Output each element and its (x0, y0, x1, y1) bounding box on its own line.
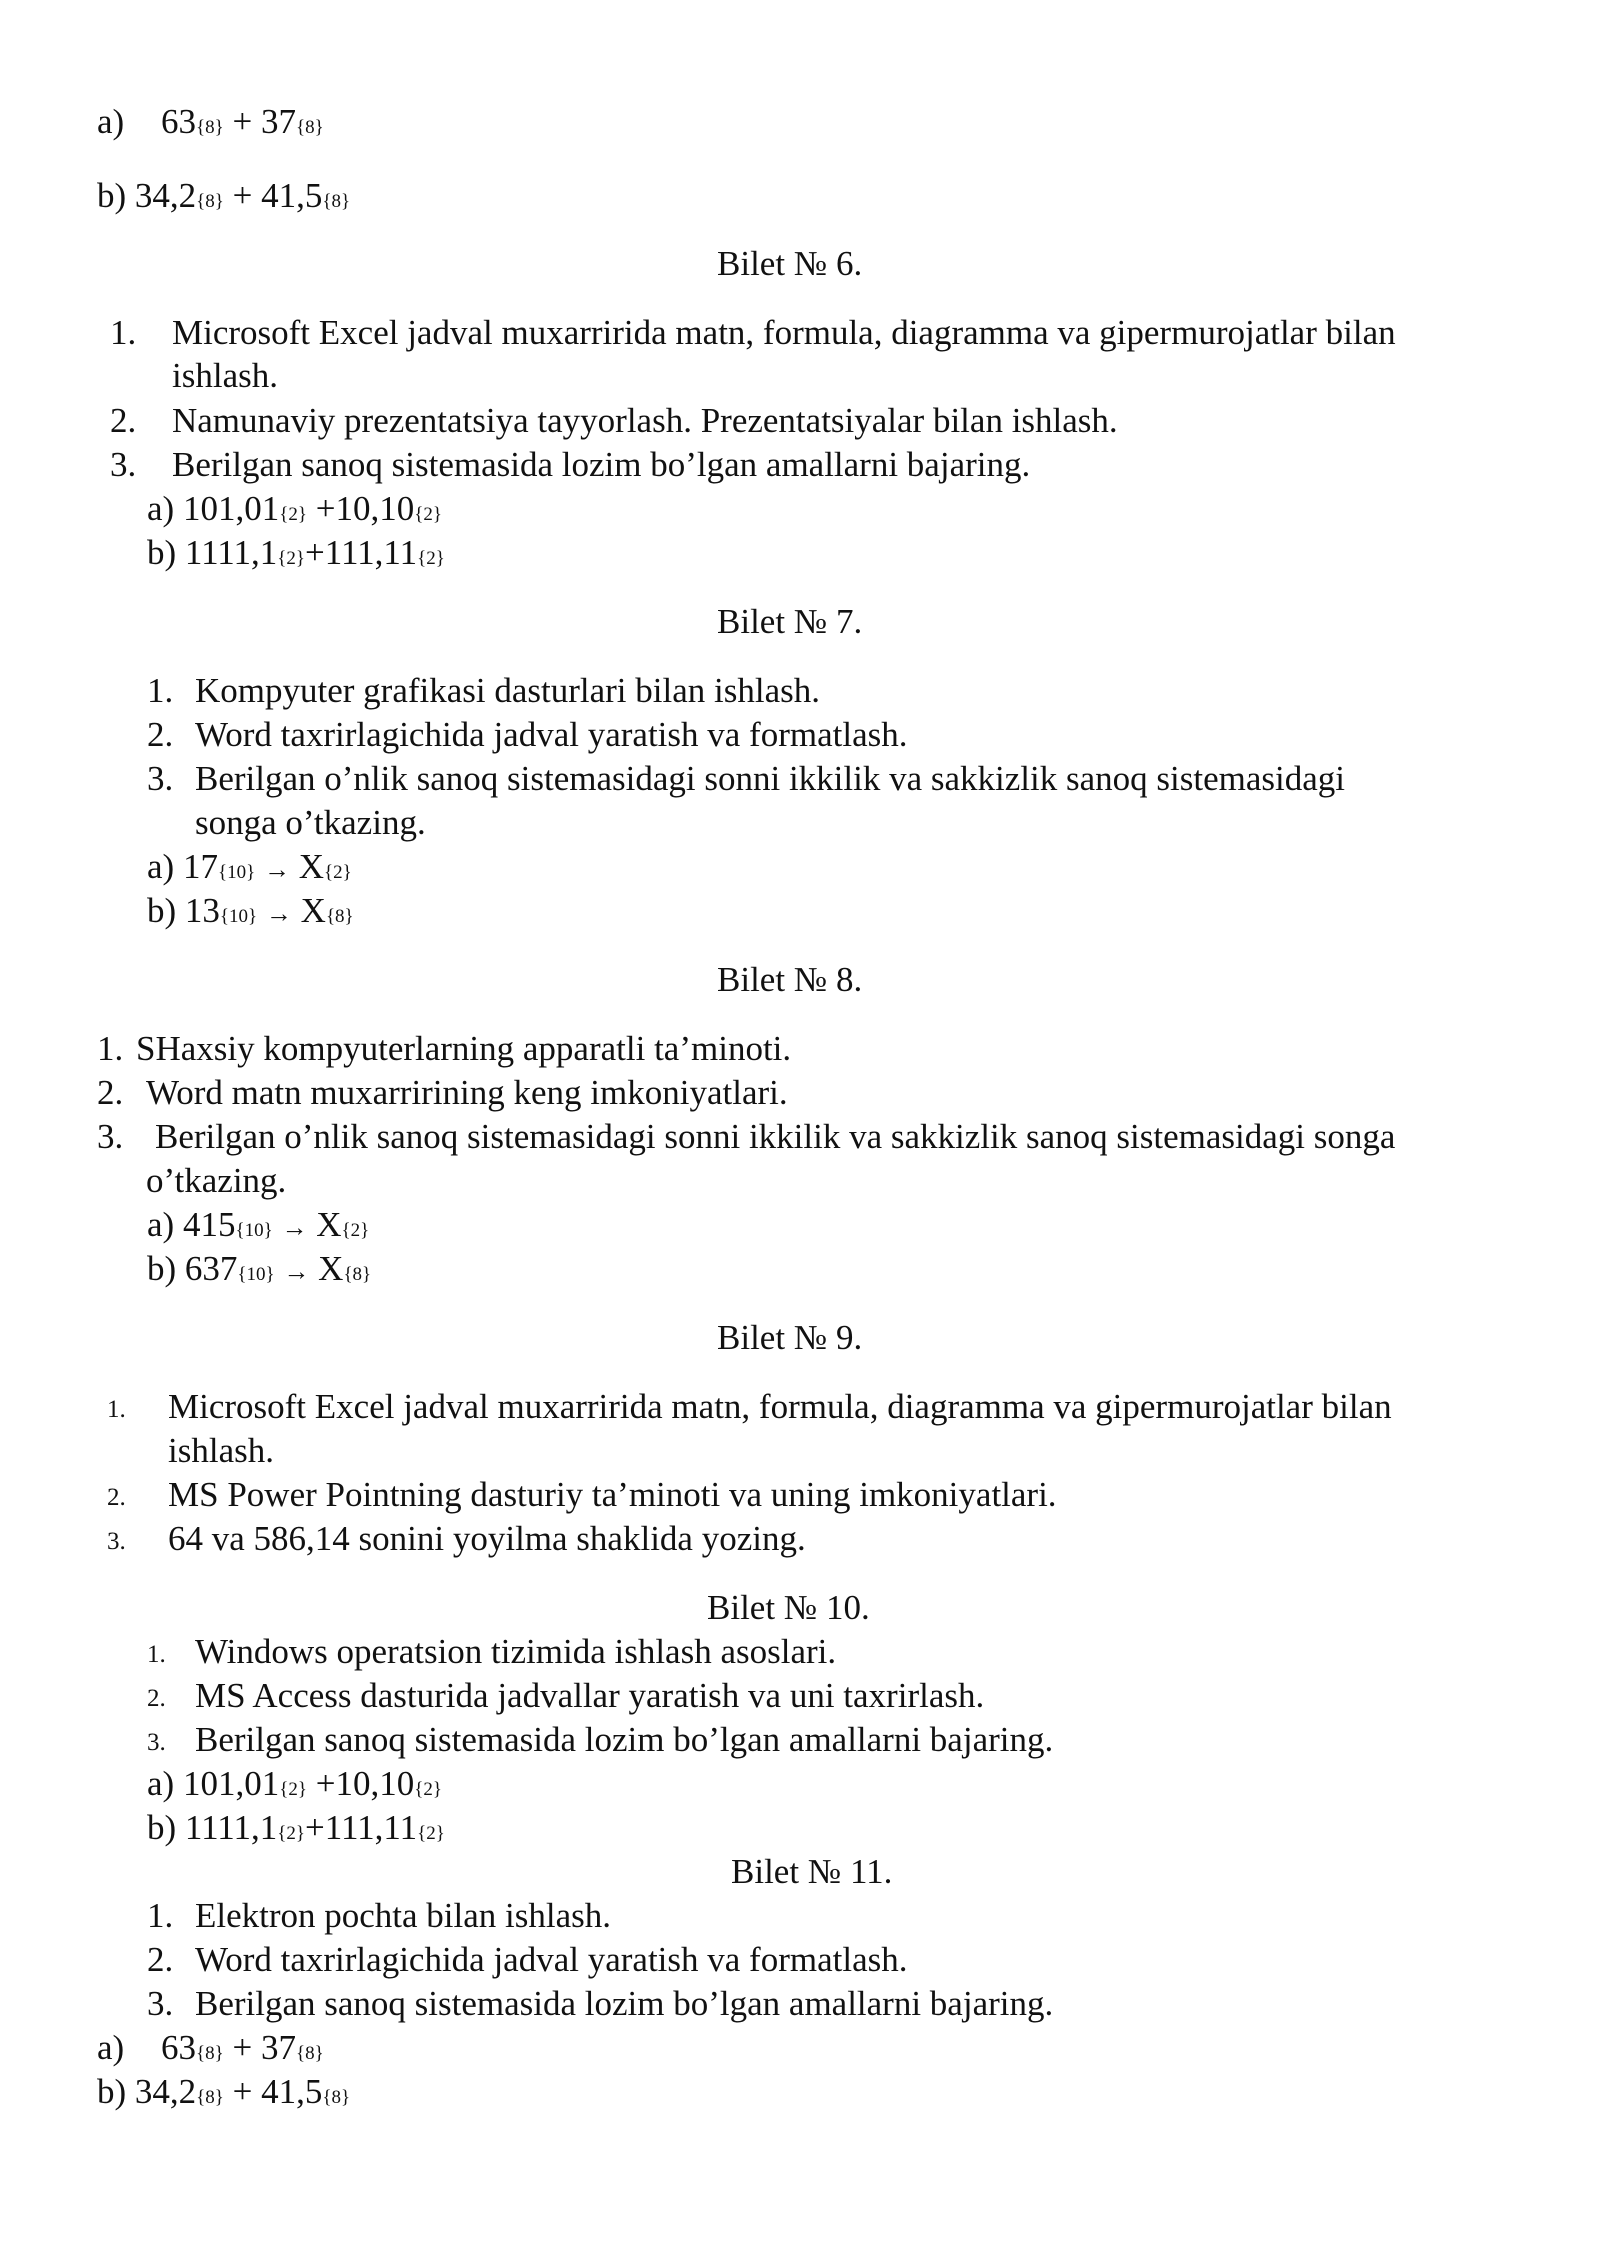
item-label: b) (147, 1808, 177, 1847)
number: 101,01 (182, 489, 280, 528)
base-subscript: {8} (196, 2087, 224, 2108)
bilet-8-title: Bilet № 8. (717, 960, 863, 999)
bilet-9-q1-num: 1. (107, 1396, 126, 1423)
bilet-11-q1-text: Elektron pochta bilan ishlash. (195, 1896, 612, 1935)
base-subscript: {10} (237, 1264, 275, 1285)
bilet-6-q2-num: 2. (110, 401, 137, 440)
operand: + 41,5 (232, 2072, 323, 2111)
number: 1111,1 (184, 1808, 278, 1847)
bilet-9-title: Bilet № 9. (717, 1318, 863, 1357)
bilet-6-item-a (147, 491, 442, 526)
bilet-10-title: Bilet № 10. (707, 1588, 870, 1627)
bilet-10-q2-text: MS Access dasturida jadvallar yaratish va uni taxrirlash. (195, 1676, 985, 1715)
item-label: b) (97, 2072, 127, 2111)
item-label: a) (147, 847, 175, 886)
bilet-8-q1-num: 1. (97, 1029, 124, 1068)
bilet-8-q2-text: Word matn muxarririning keng imkoniyatlari. (146, 1073, 788, 1112)
unknown-x: X (318, 1249, 344, 1288)
bilet-7-q3-text: Berilgan o’nlik sanoq sistemasidagi sonni ikkilik va sakkizlik sanoq sistemasidagi (195, 759, 1345, 798)
unknown-x: X (316, 1205, 342, 1244)
base-subscript: {2} (341, 1220, 370, 1241)
operand: + 41,5 (232, 176, 323, 215)
bilet-6-q3-num: 3. (110, 445, 137, 484)
bilet-8-q3-text-cont: o’tkazing. (146, 1161, 287, 1200)
arrow-icon: → (281, 1213, 308, 1242)
operand: +10,10 (315, 1764, 415, 1803)
bilet-7-q1-num: 1. (147, 671, 174, 710)
number: 63 (160, 102, 196, 141)
bilet-11-item-b (97, 2074, 350, 2109)
bilet-10-q2-num: 2. (147, 1685, 166, 1712)
bilet-11-title: Bilet № 11. (731, 1852, 893, 1891)
bilet-10-item-a (147, 1766, 442, 1801)
bilet-11-q1-num: 1. (147, 1896, 174, 1935)
bilet-10-q1-num: 1. (147, 1641, 166, 1668)
bilet-8-q1-text: SHaxsiy kompyuterlarning apparatli ta’minoti. (136, 1029, 792, 1068)
bilet-9-q1-text-cont: ishlash. (168, 1431, 274, 1470)
bilet-7-q3-num: 3. (147, 759, 174, 798)
base-subscript: {8} (322, 2087, 351, 2108)
number: 63 (160, 2028, 196, 2067)
bilet-7-q2-text: Word taxrirlagichida jadval yaratish va formatlash. (195, 715, 908, 754)
bilet-11-q3-text: Berilgan sanoq sistemasida lozim bo’lgan amallarni bajaring. (195, 1984, 1054, 2023)
bilet-10-q3-text: Berilgan sanoq sistemasida lozim bo’lgan amallarni bajaring. (195, 1720, 1054, 1759)
base-subscript: {2} (279, 504, 307, 525)
bilet-6-title: Bilet № 6. (717, 244, 863, 283)
bilet-9-q2-text: MS Power Pointning dasturiy ta’minoti va uning imkoniyatlari. (168, 1475, 1057, 1514)
operand: +111,11 (305, 533, 418, 572)
arrow-icon: → (265, 899, 292, 928)
base-subscript: {2} (323, 862, 352, 883)
bilet-6-q1-text-cont: ishlash. (172, 356, 278, 395)
bilet-9-q3-text: 64 va 586,14 sonini yoyilma shaklida yozing. (168, 1519, 806, 1558)
bilet-8-q3-num: 3. (97, 1117, 124, 1156)
number: 34,2 (134, 2072, 197, 2111)
base-subscript: {2} (417, 548, 445, 569)
bilet-9-q3-num: 3. (107, 1528, 126, 1555)
item-label: b) (97, 176, 127, 215)
item-label: a) (97, 2028, 125, 2067)
base-subscript: {2} (277, 1823, 306, 1844)
bilet-8-item-b (147, 1251, 371, 1286)
base-subscript: {8} (322, 191, 351, 212)
bilet-10-q3-num: 3. (147, 1729, 166, 1756)
base-subscript: {2} (279, 1779, 307, 1800)
base-subscript: {2} (417, 1823, 445, 1844)
operand: + 37 (232, 2028, 296, 2067)
base-subscript: {8} (295, 117, 324, 138)
bilet-9-q2-num: 2. (107, 1484, 126, 1511)
bilet-7-q2-num: 2. (147, 715, 174, 754)
base-subscript: {8} (195, 117, 224, 138)
base-subscript: {10} (217, 862, 256, 883)
item-label: a) (97, 102, 125, 141)
unknown-x: X (300, 891, 326, 930)
number: 34,2 (134, 176, 197, 215)
base-subscript: {8} (196, 191, 224, 212)
bilet-11-q3-num: 3. (147, 1984, 174, 2023)
bilet-7-q1-text: Kompyuter grafikasi dasturlari bilan ishlash. (195, 671, 820, 710)
bilet-7-item-b (147, 893, 354, 928)
bilet-7-q3-text-cont: songa o’tkazing. (195, 803, 426, 842)
bilet-6-item-b (147, 535, 445, 570)
number: 17 (182, 847, 218, 886)
base-subscript: {2} (414, 1779, 442, 1800)
operand: + 37 (232, 102, 296, 141)
bilet-6-q2-text: Namunaviy prezentatsiya tayyorlash. Prezentatsiyalar bilan ishlash. (172, 401, 1118, 440)
base-subscript: {10} (235, 1220, 273, 1241)
bilet-10-item-b (147, 1810, 445, 1845)
bilet-8-item-a (147, 1207, 369, 1242)
bilet-7-item-a (147, 849, 352, 884)
base-subscript: {8} (295, 2043, 324, 2064)
bilet-6-q1-text: Microsoft Excel jadval muxarririda matn, formula, diagramma va gipermurojatlar bilan (172, 313, 1396, 352)
arrow-icon: → (263, 855, 290, 884)
item-label: b) (147, 891, 177, 930)
bilet-10-q1-text: Windows operatsion tizimida ishlash asoslari. (195, 1632, 837, 1671)
operand: +10,10 (315, 489, 415, 528)
item-label: b) (147, 1249, 177, 1288)
bilet-8-q2-num: 2. (97, 1073, 124, 1112)
item-label: a) (147, 489, 175, 528)
bilet-9-q1-text: Microsoft Excel jadval muxarririda matn, formula, diagramma va gipermurojatlar bilan (168, 1387, 1392, 1426)
bilet-11-q2-text: Word taxrirlagichida jadval yaratish va formatlash. (195, 1940, 908, 1979)
number: 637 (184, 1249, 238, 1288)
bilet-8-q3-text: Berilgan o’nlik sanoq sistemasidagi sonni ikkilik va sakkizlik sanoq sistemasidagi songa (155, 1117, 1396, 1156)
base-subscript: {8} (343, 1264, 372, 1285)
top-item-b (97, 178, 350, 213)
bilet-6-q3-text: Berilgan sanoq sistemasida lozim bo’lgan amallarni bajaring. (172, 445, 1031, 484)
base-subscript: {10} (219, 906, 258, 927)
base-subscript: {8} (195, 2043, 224, 2064)
item-label: a) (147, 1764, 175, 1803)
number: 415 (182, 1205, 236, 1244)
base-subscript: {8} (325, 906, 354, 927)
item-label: b) (147, 533, 177, 572)
arrow-icon: → (283, 1257, 310, 1286)
number: 13 (184, 891, 220, 930)
base-subscript: {2} (414, 504, 442, 525)
bilet-11-q2-num: 2. (147, 1940, 174, 1979)
bilet-7-title: Bilet № 7. (717, 602, 863, 641)
item-label: a) (147, 1205, 175, 1244)
operand: +111,11 (305, 1808, 418, 1847)
bilet-11-item-a (97, 2030, 324, 2065)
unknown-x: X (298, 847, 324, 886)
bilet-6-q1-num: 1. (110, 313, 137, 352)
base-subscript: {2} (277, 548, 306, 569)
number: 101,01 (182, 1764, 280, 1803)
top-item-a (97, 104, 324, 139)
number: 1111,1 (184, 533, 278, 572)
